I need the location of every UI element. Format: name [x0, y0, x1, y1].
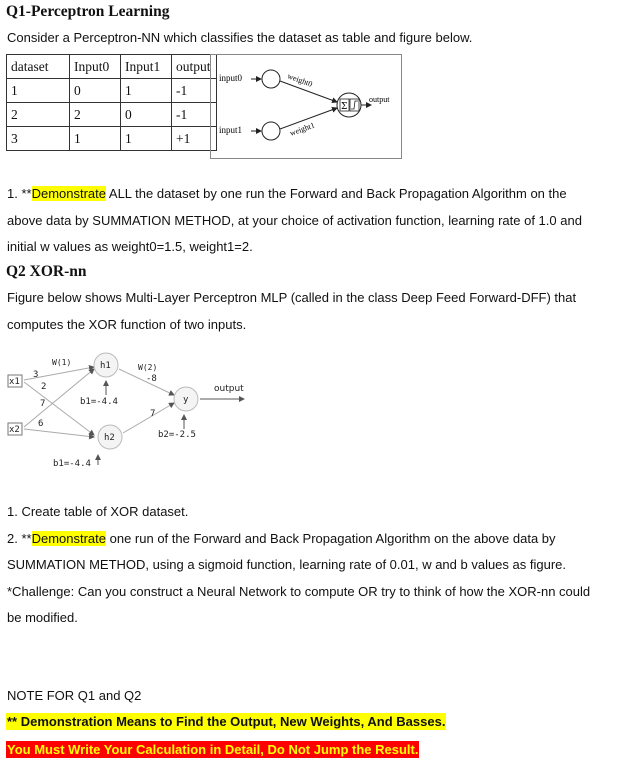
x2-label: x2 [9, 425, 20, 435]
step-function-icon [351, 101, 358, 109]
q2-item2-line1 [7, 526, 622, 553]
note-line2: You Must Write Your Calculation in Detail, Do Not Jump the Result. [7, 742, 419, 757]
q2-challenge-line2: be modified. [7, 610, 78, 625]
demonstrate-highlight: Demonstrate [31, 186, 106, 201]
q2-item2-line1-text: one run of the Forward and Back Propagation Algorithm on the above data by [106, 530, 556, 546]
q2-item2-line2: SUMMATION METHOD, using a sigmoid function, learning rate of 0.01, w and b values as figure. [7, 557, 566, 572]
edge-x1-h2 [24, 382, 94, 435]
output-label: output [369, 95, 390, 104]
bias-h1-label: b1=-4.4 [80, 397, 118, 407]
q1-task-line2: above data by SUMMATION METHOD, at your choice of activation function, learning rate of 1.0 and [7, 212, 582, 228]
q1-intro: Consider a Perceptron-NN which classifies the dataset as table and figure below. [7, 30, 473, 45]
input0-node [262, 70, 280, 88]
weight-x2-h2: 6 [38, 419, 44, 429]
note-line1: ** Demonstration Means to Find the Output, New Weights, And Basses. [7, 714, 446, 729]
q2-challenge-line1: *Challenge: Can you construct a Neural Network to compute OR try to think of how the XOR-nn could [7, 583, 591, 599]
table-cell: 1 [121, 127, 172, 151]
table-cell: 2 [70, 103, 121, 127]
sigma-glyph-icon: Σ [341, 102, 348, 112]
table-cell: +1 [172, 127, 217, 151]
table-header-row [7, 55, 217, 79]
weight0-label: weight0 [286, 71, 314, 89]
edge-h2-y [123, 403, 174, 433]
input1-node [262, 122, 280, 140]
input1-label: input1 [219, 125, 243, 135]
weight-h1-y: -8 [146, 374, 157, 384]
bias-h2-label: b1=-4.4 [53, 459, 91, 469]
input0-label: input0 [219, 73, 243, 83]
weight-x2-h1: 7 [40, 399, 46, 409]
demonstrate-highlight: Demonstrate [31, 530, 106, 546]
q1-task-line1-text: ALL the dataset by one run the Forward and Back Propagation Algorithm on the [106, 186, 567, 201]
q2-intro [7, 285, 622, 338]
output-label: output [214, 384, 244, 394]
table-cell: 0 [70, 79, 121, 103]
table-header-cell: Input1 [121, 55, 172, 79]
table-header-cell: Input0 [70, 55, 121, 79]
table-cell: 1 [121, 79, 172, 103]
q2-title: Q2 XOR-nn [6, 263, 87, 280]
table-cell: 2 [7, 103, 70, 127]
xor-mlp-figure [0, 345, 260, 475]
weight1-label: weight1 [288, 120, 316, 138]
edge-x2-h2 [24, 429, 94, 437]
q1-title: Q1-Perceptron Learning [6, 3, 170, 20]
q2-intro-line2: computes the XOR function of two inputs. [7, 316, 247, 332]
h1-label: h1 [100, 361, 111, 371]
table-cell: 3 [7, 127, 70, 151]
dataset-table [6, 54, 217, 151]
q1-task-number: 1. ** [7, 186, 32, 201]
table-cell: 1 [70, 127, 121, 151]
weight-x1-h1: 3 [33, 370, 39, 380]
table-cell: 0 [121, 103, 172, 127]
q2-intro-line1: Figure below shows Multi-Layer Perceptron MLP (called in the class Deep Feed Forward-DFF) that [7, 290, 577, 305]
x1-label: x1 [9, 377, 20, 387]
q1-task-line3: initial w values as weight0=1.5, weight1=2. [7, 239, 253, 254]
h2-label: h2 [104, 433, 115, 443]
weight-h2-y: 7 [150, 409, 156, 419]
q2-items [7, 499, 622, 632]
weight-x1-h2: 2 [41, 382, 47, 392]
q1-task [7, 181, 622, 261]
perceptron-figure [210, 54, 402, 159]
table-cell: 1 [7, 79, 70, 103]
q2-item2-number: 2. ** [7, 530, 32, 546]
table-row [7, 79, 217, 103]
q2-item1: 1. Create table of XOR dataset. [7, 504, 189, 519]
table-row [7, 103, 217, 127]
note-title: NOTE FOR Q1 and Q2 [7, 688, 142, 703]
w1-label: W(1) [52, 358, 72, 367]
bias-y-label: b2=-2.5 [158, 430, 196, 440]
q1-task-line1 [7, 181, 622, 208]
table-cell: -1 [172, 79, 217, 103]
w2-label: W(2) [138, 363, 158, 372]
table-header-cell: output [172, 55, 217, 79]
table-header-cell: dataset [7, 55, 70, 79]
table-cell: -1 [172, 103, 217, 127]
y-label: y [183, 395, 189, 405]
table-row [7, 127, 217, 151]
